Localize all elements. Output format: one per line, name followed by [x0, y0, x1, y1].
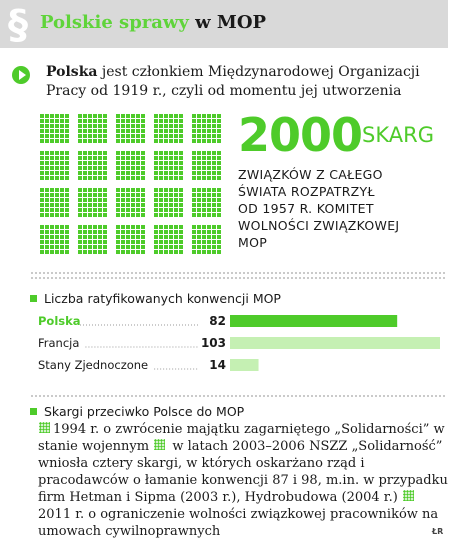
- grid-block: [154, 151, 183, 180]
- stat-number: 2000: [238, 108, 363, 162]
- bar: [230, 359, 259, 371]
- dotted-square-icon: [403, 490, 414, 501]
- value-label: 14: [209, 358, 226, 372]
- title-dark: w MOP: [195, 12, 267, 33]
- section-bullet-icon: [30, 295, 37, 302]
- stat-line-5: MOP: [238, 235, 268, 250]
- chart-title: Liczba ratyfikowanych konwencji MOP: [44, 291, 281, 306]
- story-part-3: 2011 r. o ograniczenie wolności związkowej pracowników na umowach cywilnoprawnych: [38, 507, 439, 539]
- grid-block: [78, 225, 107, 254]
- grid-block: [192, 188, 221, 217]
- grid-block: [154, 188, 183, 217]
- category-label: Stany Zjednoczone: [38, 358, 149, 372]
- complaints-grid-graphic: [38, 112, 228, 262]
- arrow-bullet-icon: [12, 66, 30, 84]
- dotted-divider-3: [30, 395, 445, 397]
- grid-block: [116, 188, 145, 217]
- grid-block: [78, 151, 107, 180]
- page-title: [40, 12, 266, 33]
- grid-block: [116, 225, 145, 254]
- bar: [230, 315, 397, 327]
- grid-block: [154, 225, 183, 254]
- ratified-conventions-chart: [36, 310, 446, 382]
- intro-rest: jest członkiem Międzynarodowej Organizacji Pracy od 1919 r., czyli od momentu jej utworzenia: [46, 64, 420, 99]
- title-green: Polskie sprawy: [40, 12, 189, 33]
- dotted-square-icon: [39, 422, 50, 433]
- stat-unit: SKARG: [362, 123, 434, 147]
- stat-line-3: OD 1957 R. KOMITET: [238, 201, 374, 216]
- stat-line-2: ŚWIATA ROZPATRZYŁ: [238, 184, 375, 199]
- grid-block: [40, 225, 69, 254]
- grid-block: [78, 188, 107, 217]
- bar: [230, 337, 440, 349]
- paragraph-icon: §: [8, 2, 28, 48]
- category-label: Polska: [38, 314, 81, 328]
- grid-block: [40, 114, 69, 143]
- story-part-1: 1994 r. o zwrócenie majątku zagarniętego „Solidarności” w stanie wojennym: [38, 422, 445, 454]
- value-label: 82: [209, 314, 226, 328]
- grid-block: [192, 114, 221, 143]
- grid-block: [154, 114, 183, 143]
- intro-text: [46, 63, 446, 101]
- grid-block: [40, 151, 69, 180]
- section-bullet-icon-2: [30, 408, 37, 415]
- story-part-2: w latach 2003–2006 NSZZ „Solidarność” wniosła cztery skargi, w których oskarżano rząd i pracodawców o łamanie konwencji 87 i 98, m.in. w przypadku firm Hetman i Sipma (2003 r.), Hydrobudowa (2004 r.): [38, 439, 448, 505]
- value-label: 103: [200, 336, 226, 350]
- grid-block: [116, 151, 145, 180]
- grid-block: [192, 225, 221, 254]
- grid-block: [116, 114, 145, 143]
- dotted-divider-2: [30, 277, 445, 279]
- stat-line-1: ZWIĄZKÓW Z CAŁEGO: [238, 167, 383, 182]
- grid-block: [78, 114, 107, 143]
- stat-line-4: WOLNOŚCI ZWIĄZKOWEJ: [238, 218, 400, 233]
- dotted-divider-1: [30, 272, 445, 274]
- dotted-square-icon: [154, 439, 165, 450]
- grid-block: [192, 151, 221, 180]
- category-label: Francja: [38, 336, 80, 350]
- stat-description: [238, 166, 448, 251]
- grid-block: [40, 188, 69, 217]
- author-credit: ŁR: [432, 527, 444, 536]
- section-title-complaints: Skargi przeciwko Polsce do MOP: [44, 404, 245, 419]
- intro-bold: Polska: [46, 64, 98, 80]
- complaints-text: [38, 421, 448, 540]
